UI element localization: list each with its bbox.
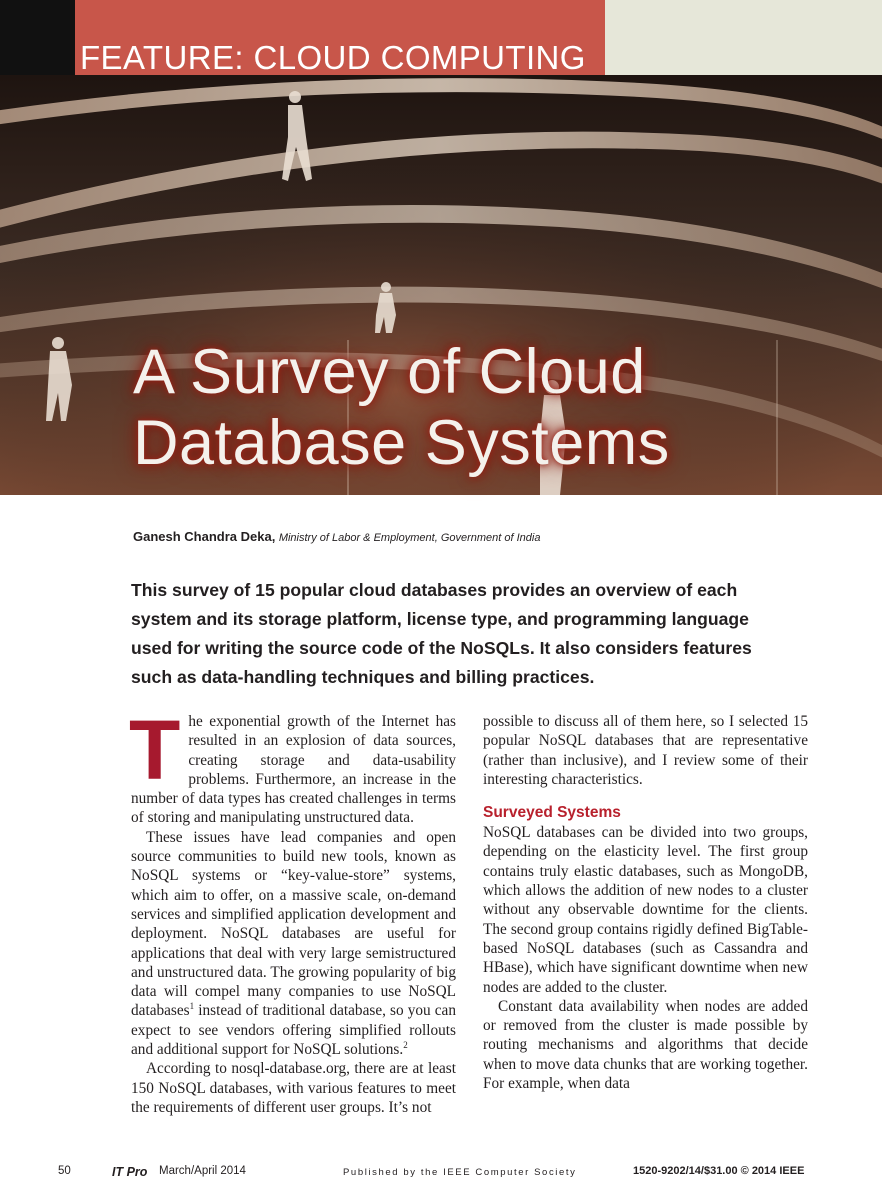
abstract: This survey of 15 popular cloud databases provides an overview of each system and its storage platform, license type, and programming language used for writing the source code of the NoSQLs. It also considers features such as data-handling techniques and billing practices. [131,580,752,687]
magazine-name: IT Pro [112,1165,148,1179]
author-affiliation: Ministry of Labor & Employment, Government of India [278,532,541,544]
banner-black-block [0,0,75,75]
paragraph: Constant data availability when nodes are added or removed from the cluster is made possible by routing mechanisms and algorithms that decide when to move data chunks that are working together. For example, when data [483,997,808,1093]
article-title [133,337,853,479]
issue-date: March/April 2014 [159,1165,246,1177]
publisher-line: Published by the IEEE Computer Society [343,1167,577,1178]
drop-cap: T [129,703,181,797]
issn-copyright: 1520-9202/14/$31.00 © 2014 IEEE [633,1165,805,1177]
reference-marker: 2 [403,1039,408,1050]
paragraph [131,828,456,1060]
author-name: Ganesh Chandra Deka, [133,529,276,544]
reference-marker: 1 [189,1001,195,1012]
page-footer [0,1165,882,1181]
paragraph-text: According to nosql-database.org, there are at least 150 NoSQL databases, with various features to meet the requirements of different user groups. It’s not [131,1060,456,1116]
paragraph: NoSQL databases can be divided into two groups, depending on the elasticity level. The first group contains truly elastic databases, such as MongoDB, which allows the addition of new nodes to a cluster without any observable downtime for the clients. The second group contains rigidly defined BigTable-based NoSQL databases (such as Cassandra and HBase), which have significant downtime when new nodes are added to the cluster. [483,824,808,996]
section-heading: Surveyed Systems [483,804,621,822]
section-label: FEATURE: CLOUD COMPUTING [80,39,586,76]
paragraph-text: instead of traditional database, so you can expect to see vendors offering simplified rollouts and additional support for NoSQL solutions. [131,1002,456,1059]
page-number: 50 [58,1165,71,1177]
paragraph-continuation: possible to discuss all of them here, so I selected 15 popular NoSQL databases that are representative (rather than inclusive), and I review some of their interesting characteristics. [483,713,808,788]
paragraph-text: he exponential growth of the Internet has resulted in an explosion of data sources, creating storage and data-usability problems. Furthermore, an increase in the number of data types has created challenges in terms of storing and manipulating unstructured data. [131,713,456,827]
banner-cream-block [605,0,882,75]
paragraph-continued [131,1059,456,1117]
body-column-right [483,712,808,1093]
body-column-left [129,703,456,1117]
paragraph [129,703,456,828]
article-title-line1: A Survey of Cloud [133,337,646,407]
paragraph-text: These issues have lead companies and open source communities to build new tools, known as NoSQL systems or “key-value-store” systems, which aim to offer, on a massive scale, on-demand services and simplified application development and deployment. NoSQL databases are useful for applications that deal with very large semistructured and unstructured data. The growing popularity of big data will compel many companies to use NoSQL databases [131,828,456,1020]
byline [133,529,540,544]
article-title-line2: Database Systems [133,408,670,478]
